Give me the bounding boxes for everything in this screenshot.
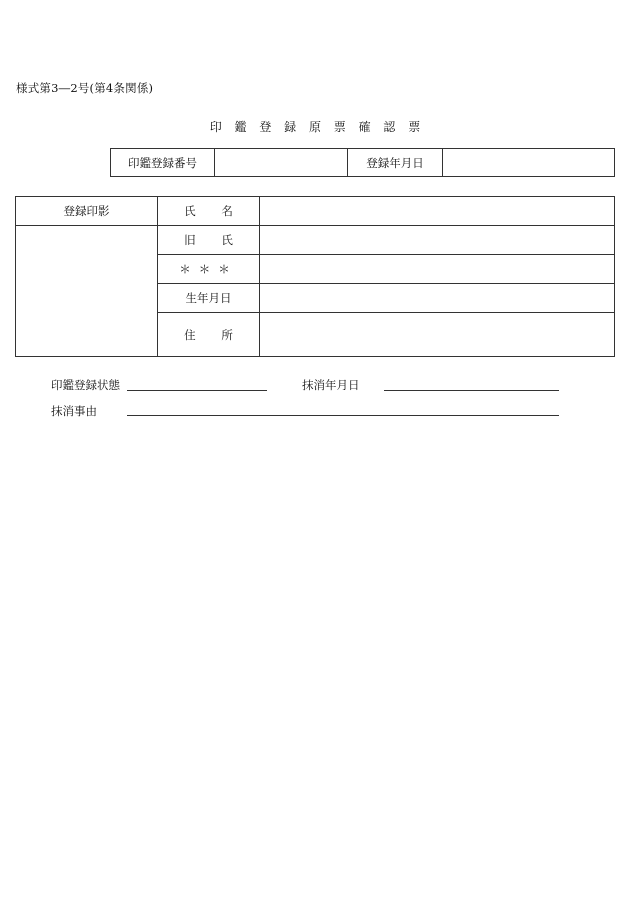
name-field[interactable] bbox=[260, 197, 615, 226]
cancel-date-label: 抹消年月日 bbox=[302, 378, 360, 392]
cancel-reason-label: 抹消事由 bbox=[51, 404, 97, 418]
name-label: 氏 名 bbox=[158, 197, 260, 226]
cancel-date-line[interactable] bbox=[384, 390, 559, 391]
address-field[interactable] bbox=[260, 313, 615, 357]
registration-number-field[interactable] bbox=[215, 149, 348, 177]
seal-impression-area bbox=[16, 226, 158, 357]
form-number: 様式第3―2号(第4条関係) bbox=[16, 81, 154, 95]
cancel-reason-line[interactable] bbox=[127, 415, 559, 416]
masked-field[interactable] bbox=[260, 255, 615, 284]
masked-label: ＊＊＊ bbox=[158, 255, 260, 284]
registration-status-label: 印鑑登録状態 bbox=[51, 378, 120, 392]
registration-date-label: 登録年月日 bbox=[348, 149, 443, 177]
address-label: 住 所 bbox=[158, 313, 260, 357]
registration-status-line[interactable] bbox=[127, 390, 267, 391]
registrant-table bbox=[15, 196, 615, 357]
registration-number-label: 印鑑登録番号 bbox=[111, 149, 215, 177]
registration-info-table bbox=[110, 148, 615, 177]
former-name-field[interactable] bbox=[260, 226, 615, 255]
document-title: 印 鑑 登 録 原 票 確 認 票 bbox=[209, 120, 421, 134]
birthdate-field[interactable] bbox=[260, 284, 615, 313]
former-name-label: 旧 氏 bbox=[158, 226, 260, 255]
seal-impression-label: 登録印影 bbox=[16, 197, 158, 226]
birthdate-label: 生年月日 bbox=[158, 284, 260, 313]
registration-date-field[interactable] bbox=[443, 149, 615, 177]
